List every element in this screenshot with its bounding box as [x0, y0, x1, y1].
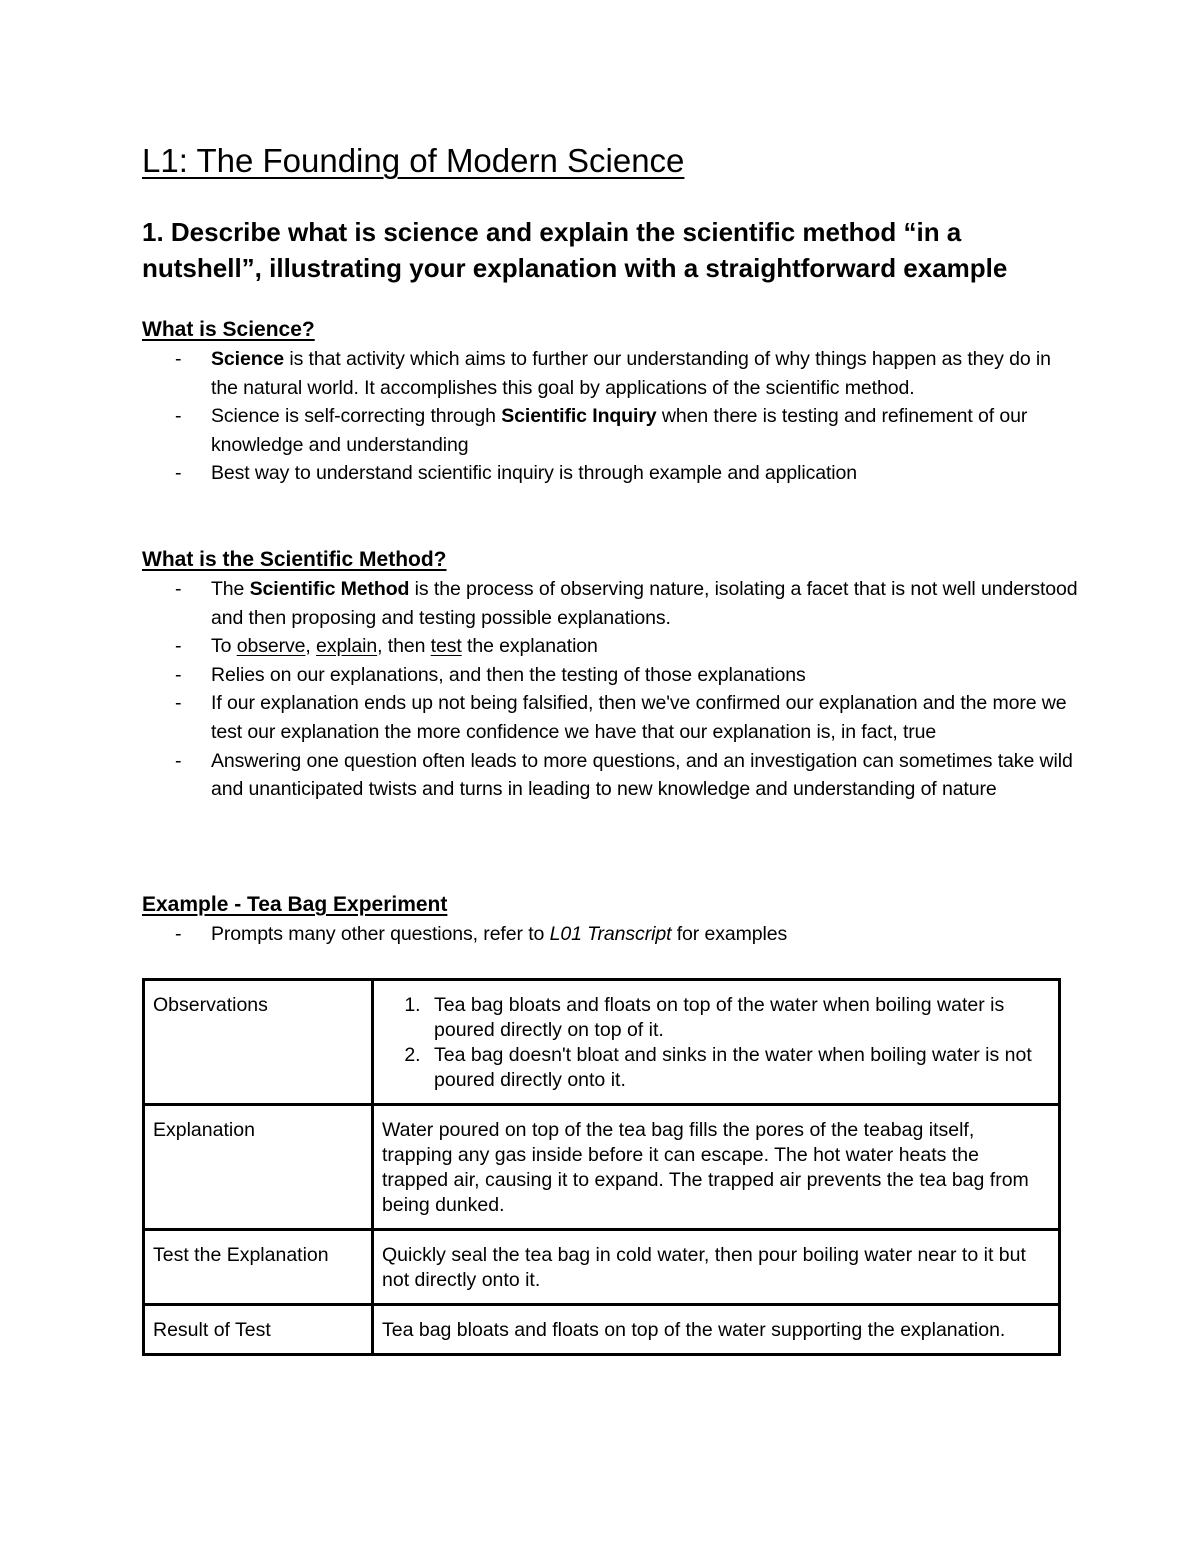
observation-item: 1. Tea bag bloats and floats on top of the water when boiling water is poured directly on top of it. [426, 993, 1050, 1043]
list-item-text: Best way to understand scientific inquiry is through example and application [211, 462, 858, 485]
list-item-text: when there is testing and refinement of our knowledge and understanding [211, 405, 1028, 456]
list-item [142, 459, 1082, 488]
result-cell: Tea bag bloats and floats on top of the water supporting the explanation. [373, 1305, 1060, 1355]
dash-bullet: - [175, 663, 182, 686]
list-item [142, 402, 1082, 459]
underlined-word-observe: observe [236, 635, 306, 658]
dash-bullet: - [175, 692, 182, 715]
dash-bullet: - [175, 462, 182, 485]
list-item-text: is the process of observing nature, isolating a facet that is not well understood and then proposing and testing possible explanations. [211, 578, 1078, 629]
list-item-text: Answering one question often leads to more questions, and an investigation can sometimes take wild and unanticipated twists and turns in leading to new knowledge and understanding of nature [211, 749, 1073, 801]
observation-item: 2. Tea bag doesn't bloat and sinks in the water when boiling water is not poured directly onto it. [426, 1043, 1050, 1093]
row-label-observations: Observations [144, 980, 373, 1105]
list-item-text: Relies on our explanations, and then the testing of those explanations [211, 663, 806, 686]
table-row [144, 1305, 1060, 1355]
underlined-word-test: test [430, 635, 462, 658]
list-item-text: , then [377, 635, 431, 658]
science-list [142, 345, 1082, 488]
dash-bullet: - [175, 923, 182, 945]
list-item-text: The [211, 578, 250, 600]
bold-term: Scientific Inquiry [501, 405, 657, 428]
example-list [142, 920, 1082, 949]
table-row [144, 980, 1060, 1105]
list-item [142, 345, 1082, 402]
bold-term: Scientific Method [249, 578, 410, 600]
observations-list [382, 993, 1050, 1093]
list-item [142, 689, 1082, 746]
list-item [142, 575, 1082, 632]
list-item [142, 747, 1082, 804]
dash-bullet: - [175, 578, 182, 600]
method-list [142, 575, 1082, 804]
list-item-text: Prompts many other questions, refer to [211, 923, 550, 945]
underlined-word-explain: explain [316, 635, 378, 658]
dash-bullet: - [175, 405, 182, 428]
list-item [142, 632, 1082, 661]
example-section [142, 890, 1082, 949]
dash-bullet: - [175, 749, 182, 772]
observations-cell [373, 980, 1060, 1105]
science-heading: What is Science? [142, 318, 315, 341]
question-heading: 1. Describe what is science and explain the scientific method “in a nutshell”, illustrating your explanation with a straightforward example [142, 217, 1008, 283]
list-item-text: Science is self-correcting through [211, 405, 502, 428]
test-cell: Quickly seal the tea bag in cold water, then pour boiling water near to it but not directly onto it. [373, 1230, 1060, 1305]
list-item-text: for examples [671, 923, 788, 945]
table-row [144, 1230, 1060, 1305]
list-item-text: To [211, 635, 237, 658]
dash-bullet: - [175, 348, 182, 370]
list-item [142, 661, 1082, 690]
list-item-text: is that activity which aims to further our understanding of why things happen as they do in the natural world. It accomplishes this goal by applications of the scientific method. [211, 348, 1051, 399]
row-label-result: Result of Test [144, 1305, 373, 1355]
list-item-text: If our explanation ends up not being falsified, then we've confirmed our explanation and the more we test our explanation the more confidence we have that our explanation is, in fact, true [211, 692, 1067, 743]
page-title: L1: The Founding of Modern Science [142, 142, 685, 179]
list-item-text: the explanation [461, 635, 598, 658]
dash-bullet: - [175, 635, 182, 658]
experiment-table [142, 978, 1061, 1356]
italic-reference: L01 Transcript [549, 923, 672, 945]
method-section [142, 545, 1082, 804]
bold-term: Science [211, 348, 285, 370]
row-label-test: Test the Explanation [144, 1230, 373, 1305]
method-heading: What is the Scientific Method? [142, 548, 447, 571]
explanation-cell: Water poured on top of the tea bag fills the pores of the teabag itself, trapping any gas inside before it can escape. The hot water heats the trapped air, causing it to expand. The trapped air prevents the tea bag from being dunked. [373, 1105, 1060, 1230]
list-item-text: , [305, 635, 317, 658]
science-section [142, 315, 1082, 488]
example-heading: Example - Tea Bag Experiment [142, 893, 448, 916]
list-item [142, 920, 1082, 949]
row-label-explanation: Explanation [144, 1105, 373, 1230]
table-row [144, 1105, 1060, 1230]
